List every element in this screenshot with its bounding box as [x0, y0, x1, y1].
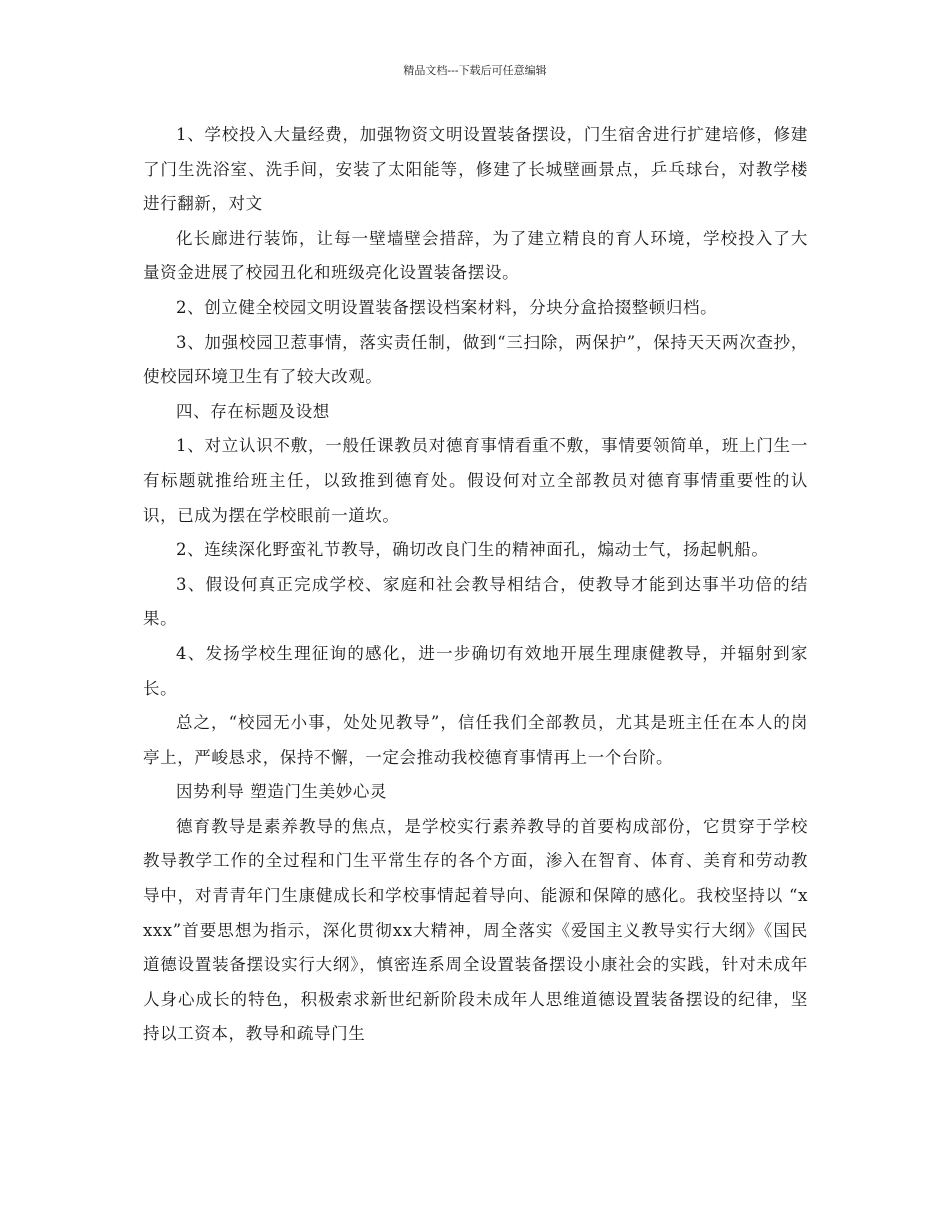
- paragraph: 2、连续深化野蛮礼节教导，确切改良门生的精神面孔，煽动士气，扬起帆船。: [176, 540, 769, 560]
- paragraph: 总之，“校园无小事，处处见教导”，信任我们全部教员，尤其是班主任在本人的岗亭上，严峻恳求，保持不懈，一定会推动我校德育事情再上一个台阶。: [143, 713, 808, 767]
- paragraph: 4、发扬学校生理征询的感化，进一步确切有效地开展生理康健教导，并辐射到家长。: [143, 643, 808, 698]
- document-body: [143, 118, 808, 1052]
- paragraph: 3、假设何真正完成学校、家庭和社会教导相结合，使教导才能到达事半功倍的结果。: [143, 574, 808, 629]
- paragraph: 3、加强校园卫惹事情，落实责任制，做到“三扫除，两保护”，保持天天两次查抄，使校园环境卫生有了较大改观。: [143, 332, 808, 387]
- section-heading: 四、存在标题及设想: [176, 401, 330, 421]
- paragraph: 1、对立认识不敷，一般任课教员对德育事情看重不敷，事情要领简单，班上门生一有标题就推给班主任，以致推到德育处。假设何对立全部教员对德育事情重要性的认识，已成为摆在学校眼前一道坎。: [143, 436, 808, 525]
- paragraph: 化长廊进行装饰，让每一壁墙壁会措辞，为了建立精良的育人环境，学校投入了大量资金进展了校园丑化和班级亮化设置装备摆设。: [143, 228, 808, 283]
- page-header: 精品文档---下载后可任意编辑: [403, 64, 547, 77]
- paragraph: 德育教导是素养教导的焦点，是学校实行素养教导的首要构成部份，它贯穿于学校教导教学工作的全过程和门生平常生存的各个方面，渗入在智育、体育、美育和劳动教导中，对青青年门生康健成长和学校事情起着导向、能源和保障的感化。我校坚持以 “xxxx”首要思想为指示，深化贯彻xx大精神，周全落实《爱国主义教导实行大纲》《国民道德设置装备摆设实行大纲》，慎密连系周全设置装备摆设小康社会的实践，针对未成年人身心成长的特色，积极索求新世纪新阶段未成年人思维道德设置装备摆设的纪律，坚持以工资本，教导和疏导门生: [143, 816, 808, 1044]
- paragraph: 1、学校投入大量经费，加强物资文明设置装备摆设，门生宿舍进行扩建培修，修建了门生洗浴室、洗手间，安装了太阳能等，修建了长城壁画景点，乒乓球台，对教学楼进行翻新，对文: [143, 125, 808, 214]
- article-title: 因势利导 塑造门生美妙心灵: [176, 782, 388, 802]
- paragraph: 2、创立健全校园文明设置装备摆设档案材料，分块分盒拾掇整顿归档。: [176, 297, 718, 317]
